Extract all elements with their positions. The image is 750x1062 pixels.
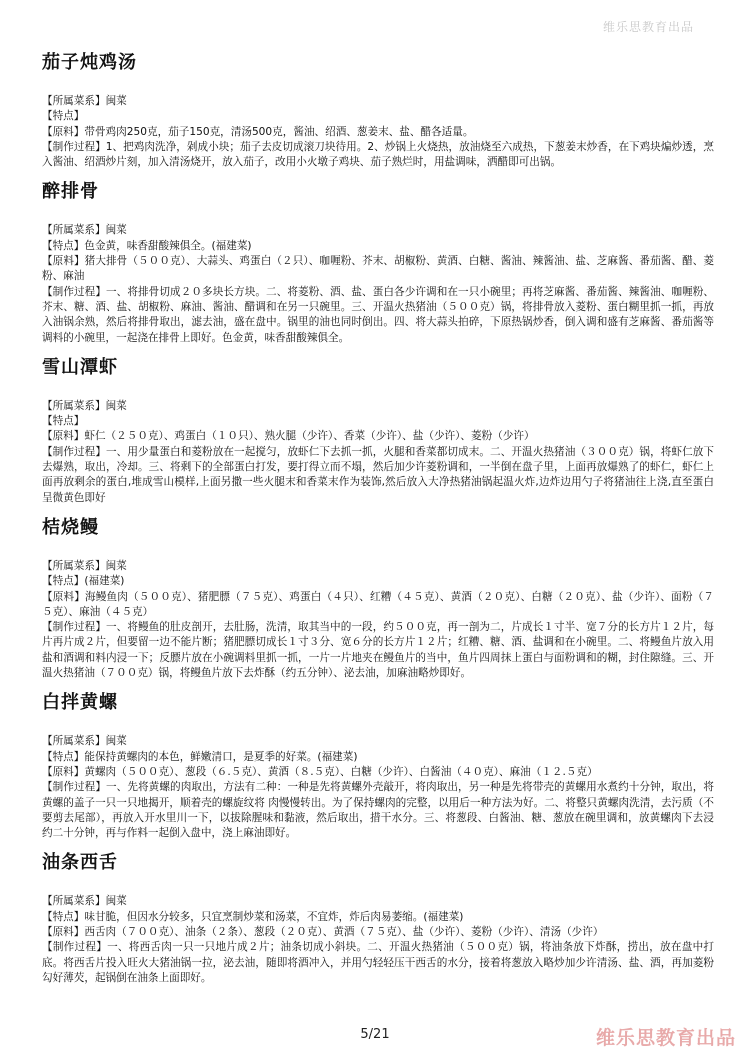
field-label: 【所属菜系】 xyxy=(42,895,106,908)
recipe xyxy=(42,355,714,506)
recipe-field-cuisine xyxy=(42,734,714,749)
field-label: 【制作过程】 xyxy=(42,621,107,634)
recipe-field-features xyxy=(42,750,714,765)
field-label: 【制作过程】 xyxy=(42,140,106,153)
recipe-field-features xyxy=(42,574,714,589)
field-text: 闽菜 xyxy=(105,95,127,107)
recipe-field-method xyxy=(42,620,714,681)
field-text: 西舌肉（７００克）、油条（２条）、葱段（２０克）、黄酒（７５克）、盐（少许）、菱粉（少许）、清汤（少许） xyxy=(84,925,604,938)
field-label: 【原料】 xyxy=(42,925,85,938)
field-label: 【所属菜系】 xyxy=(42,95,106,107)
field-text: 带骨鸡肉250克，茄子150克，清汤500克，酱油、绍酒、葱姜末、盐、醋各适量。 xyxy=(84,125,474,138)
field-label: 【原料】 xyxy=(42,765,85,778)
field-label: 【原料】 xyxy=(42,255,85,268)
recipe-title: 雪山潭虾 xyxy=(42,356,118,378)
recipe-field-ingredients xyxy=(42,254,714,285)
field-text: 一、将排骨切成２０多块长方块。二、将菱粉、酒、盐、蛋白各少许调和在一只小碗里；再将芝麻酱、番茄酱、辣酱油、咖喱粉、芥末、糖、酒、盐、胡椒粉、麻油、酱油、醋调和在另一只碗里。三、开温火热猪油（５００克）锅，将排骨放入菱粉、蛋白糊里抓一抓，再放入油锅余熟，然后将排骨取出，滤去油，盛在盘中。锅里的油也同时倒出。四、将大蒜头拍碎，下原热锅炒香，倒入调和盛有芝麻酱、番茄酱等调料的小碗里，一起浇在排骨上即好。色金黄，味香甜酸辣俱全。 xyxy=(42,285,715,344)
recipe-field-cuisine xyxy=(42,399,714,414)
field-text: 一、将西舌肉一只一只地片成２片；油条切成小斜块。二、开温火热猪油（５００克）锅，将油条放下炸酥，捞出，放在盘中打底。将西舌片投入旺火大猪油锅一拉，泌去油，随即将酒冲入，并用勺轻轻压干西舌的水分，接着将葱放入略炒加少许清汤、盐、酒，再加菱粉勾好薄芡，起锅倒在油条上面即好。 xyxy=(42,941,715,984)
field-label: 【制作过程】 xyxy=(42,941,108,954)
field-text: 海鳗鱼肉（５００克）、猪肥膘（７５克）、鸡蛋白（４只）、红糟（４５克）、黄酒（２０克）、白糖（２０克）、盐（少许）、面粉（７５克）、麻油（４５克） xyxy=(42,590,714,618)
recipe xyxy=(42,50,714,170)
field-text: 能保持黄螺肉的本色，鲜嫩清口，是夏季的好菜。(福建菜) xyxy=(84,750,358,763)
recipe-field-features xyxy=(42,239,714,254)
recipe-field-features xyxy=(42,414,714,429)
field-text: 闽菜 xyxy=(105,399,127,412)
field-label: 【特点】 xyxy=(42,415,85,428)
field-label: 【原料】 xyxy=(42,590,85,603)
recipe-field-ingredients xyxy=(42,590,714,621)
recipe-title: 桔烧鳗 xyxy=(42,516,99,538)
recipe-field-method xyxy=(42,140,714,171)
recipe-title: 白拌黄螺 xyxy=(42,692,118,714)
recipe-field-cuisine xyxy=(42,223,714,238)
field-text: 一、将鳗鱼的肚皮剖开，去肚肠，洗清，取其当中的一段，约５００克，再一剖为二，片成长１寸半、宽７分的长方片１２片，每片再片成２片，但要留一边不能片断；猪肥膘切成长１寸３分、宽６分的长方片１２片；红糟、糖、酒、盐调和在小碗里。二、将鳗鱼片放入用盐和酒调和料内浸一下；反膘片放在小碗调料里抓一抓，一片一片地夹在鳗鱼片的当中，鱼片四周抹上蛋白与面粉调和的糊，封住隙缝。三、开温火热猪油（７００克）锅，将鳗鱼片放下去炸酥（约五分钟）、泌去油，加麻油略炒即好。 xyxy=(42,621,715,680)
field-label: 【原料】 xyxy=(42,430,85,443)
field-text: 猪大排骨（５００克）、大蒜头、鸡蛋白（２只）、咖喱粉、芥末、胡椒粉、黄酒、白糖、酱油、辣酱油、盐、芝麻酱、番茄酱、醋、菱粉、麻油 xyxy=(42,255,714,283)
recipe xyxy=(42,850,714,986)
recipe xyxy=(42,179,714,345)
field-label: 【原料】 xyxy=(42,125,85,138)
field-label: 【特点】 xyxy=(42,575,85,588)
recipe-title: 茄子炖鸡汤 xyxy=(42,52,137,73)
field-label: 【制作过程】 xyxy=(42,781,107,794)
recipe-field-ingredients xyxy=(42,925,714,940)
field-label: 【特点】 xyxy=(42,110,85,123)
recipe-field-method xyxy=(42,445,714,506)
recipe-field-ingredients xyxy=(42,125,714,140)
recipe-list xyxy=(42,50,714,995)
recipe-field-method xyxy=(42,780,714,841)
recipe-field-cuisine xyxy=(42,559,714,574)
recipe xyxy=(42,515,714,681)
field-label: 【所属菜系】 xyxy=(42,224,106,237)
field-text: 一、用少量蛋白和菱粉放在一起搅匀，放虾仁下去抓一抓，火腿和香菜都切成末。二、开温火热猪油（３００克）锅，将虾仁放下去爆熟，取出，冷却。三、将剩下的全部蛋白打发，要打得立而不塌，然后加少许菱粉调和，一半倒在盘子里，上面再放爆熟了的虾仁，虾仁上面再放剩余的蛋白,堆成雪山模样,上面另撒一些火腿末和香菜末作为装饰,然后放入大净热猪油锅起温火炸,边炸边用勺子将猪油往上浇,直至蛋白呈微黄色即好 xyxy=(42,445,715,504)
field-text: 闽菜 xyxy=(105,224,127,237)
field-label: 【所属菜系】 xyxy=(42,559,106,572)
recipe-field-features xyxy=(42,109,714,124)
recipe-field-ingredients xyxy=(42,429,714,444)
page-number: 5/21 xyxy=(360,1027,390,1042)
recipe-title: 油条西舌 xyxy=(42,852,118,874)
field-label: 【所属菜系】 xyxy=(42,735,106,748)
recipe-field-cuisine xyxy=(42,894,714,909)
footer-logo-watermark: 维乐思教育出品 xyxy=(595,1027,736,1049)
field-label: 【制作过程】 xyxy=(42,285,107,298)
field-label: 【所属菜系】 xyxy=(42,399,106,412)
field-label: 【特点】 xyxy=(42,910,85,923)
recipe-field-ingredients xyxy=(42,765,714,780)
field-label: 【特点】 xyxy=(42,750,85,763)
field-text: (福建菜) xyxy=(84,575,125,588)
recipe-field-cuisine xyxy=(42,94,714,109)
field-text: 虾仁（２５０克）、鸡蛋白（１０只）、熟火腿（少许）、香菜（少许）、盐（少许）、菱粉（少许） xyxy=(84,430,535,443)
field-text: 一、先将黄螺的肉取出，方法有二种：一种是先将黄螺外壳敲开，将肉取出，另一种是先将带壳的黄螺用水煮约十分钟，取出，将黄螺的盖子一只一只地揭开，顺着壳的螺旋纹将 肉慢慢转出。为了保持螺肉的完整，以用后一种方法为好。二、将整只黄螺肉洗清，去污质（不要剪去尾部），再放入开水里川一下，以拔除腥味和黏液，然后取出，措干水分。三、将葱段、白酱油、糖、葱放在碗里调和，放黄螺肉下去浸约二十分钟，再与作料一起倒入盘中，浇上麻油即好。 xyxy=(42,781,715,840)
field-label: 【特点】 xyxy=(42,239,85,252)
field-text: 闽菜 xyxy=(105,559,127,572)
recipe xyxy=(42,690,714,841)
field-text: 黄螺肉（５００克）、葱段（６.５克）、黄酒（８.５克）、白糖（少许）、白酱油（４０克）、麻油（１２.５克） xyxy=(84,765,598,778)
field-text: 味甘脆，但因水分较多，只宜烹制炒菜和汤菜，不宜炸，炸后肉易萎缩。(福建菜) xyxy=(84,910,464,923)
recipe-field-method xyxy=(42,940,714,986)
field-text: 色金黄，味香甜酸辣俱全。(福建菜) xyxy=(84,239,252,252)
recipe-field-method xyxy=(42,285,714,346)
recipe-title: 醉排骨 xyxy=(42,181,99,203)
field-text: 闽菜 xyxy=(105,735,127,748)
field-text: 闽菜 xyxy=(105,895,127,908)
field-label: 【制作过程】 xyxy=(42,445,107,458)
header-watermark: 维乐思教育出品 xyxy=(602,20,694,34)
field-text: 1、把鸡肉洗净，剁成小块；茄子去皮切成滚刀块待用。2、炒锅上火烧热，放油烧至六成热，下葱姜末炒香，在下鸡块煸炒透，烹入酱油、绍酒炒片刻，加入清汤烧开，放入茄子，改用小火墩子鸡块、茄子熟烂时，用盐调味，洒醋即可出锅。 xyxy=(42,140,715,169)
recipe-field-features xyxy=(42,910,714,925)
